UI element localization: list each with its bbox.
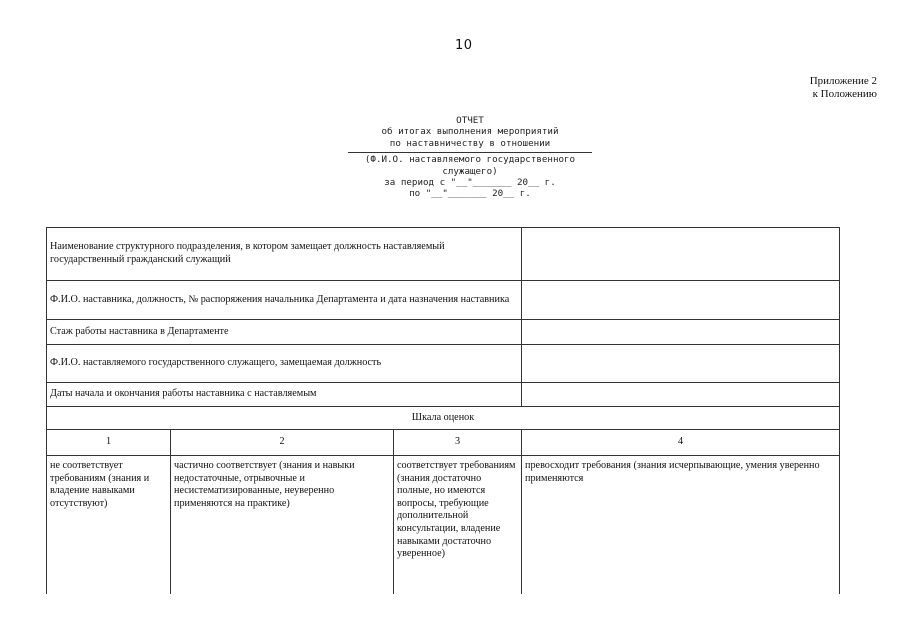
scale-description-1: не соответствует требованиям (знания и владение навыками отсутствуют) [47, 456, 171, 594]
period-to: по "__"_______ 20__ г. [409, 188, 531, 200]
row-value-experience[interactable] [522, 320, 840, 345]
row-label-mentee: Ф.И.О. наставляемого государственного служащего, замещаемая должность [47, 345, 522, 383]
page-number: 10 [455, 38, 473, 53]
row-label-dates: Даты начала и окончания работы наставника с наставляемым [47, 383, 522, 407]
report-header [300, 115, 640, 200]
scale-header-2: 2 [171, 430, 394, 456]
scale-header-row [47, 430, 840, 456]
table-row [47, 383, 840, 407]
report-table [46, 227, 840, 594]
report-subtitle-2: по наставничеству в отношении [389, 137, 551, 149]
scale-header-1: 1 [47, 430, 171, 456]
table-row [47, 228, 840, 281]
scale-description-row [47, 456, 840, 594]
scale-description-4: превосходит требования (знания исчерпывающие, умения уверенно применяются [522, 456, 840, 594]
scale-header-3: 3 [394, 430, 522, 456]
scale-title: Шкала оценок [47, 407, 840, 430]
table-row [47, 345, 840, 383]
row-value-dates[interactable] [522, 383, 840, 407]
scale-header-4: 4 [522, 430, 840, 456]
scale-description-3: соответствует требованиям (знания достаточно полные, но имеются вопросы, требующие дополнительной консультации, владение навыками достаточно уверенное) [394, 456, 522, 594]
appendix-line-2: к Положению [812, 88, 877, 100]
row-value-mentor[interactable] [522, 281, 840, 320]
row-label-experience: Стаж работы наставника в Департаменте [47, 320, 522, 345]
appendix-line-1: Приложение 2 [809, 75, 877, 87]
row-label-mentor: Ф.И.О. наставника, должность, № распоряжения начальника Департамента и дата назначения наставника [47, 281, 522, 320]
row-label-department: Наименование структурного подразделения, в котором замещает должность наставляемый государственный гражданский служащий [47, 228, 522, 281]
row-value-department[interactable] [522, 228, 840, 281]
table-row [47, 320, 840, 345]
row-value-mentee[interactable] [522, 345, 840, 383]
scale-description-2: частично соответствует (знания и навыки недостаточные, отрывочные и несистематизированные, неуверенно применяются на практике) [171, 456, 394, 594]
table-row [47, 281, 840, 320]
report-subtitle-1: об итогах выполнения мероприятий [381, 126, 559, 138]
name-fill-line [348, 152, 592, 153]
report-title: ОТЧЕТ [456, 115, 484, 126]
appendix-note [810, 75, 877, 101]
scale-title-row [47, 407, 840, 430]
name-caption-2: служащего) [442, 165, 498, 177]
name-caption-1: (Ф.И.О. наставляемого государственного [364, 154, 576, 166]
period-from: за период с "__"_______ 20__ г. [384, 177, 556, 189]
